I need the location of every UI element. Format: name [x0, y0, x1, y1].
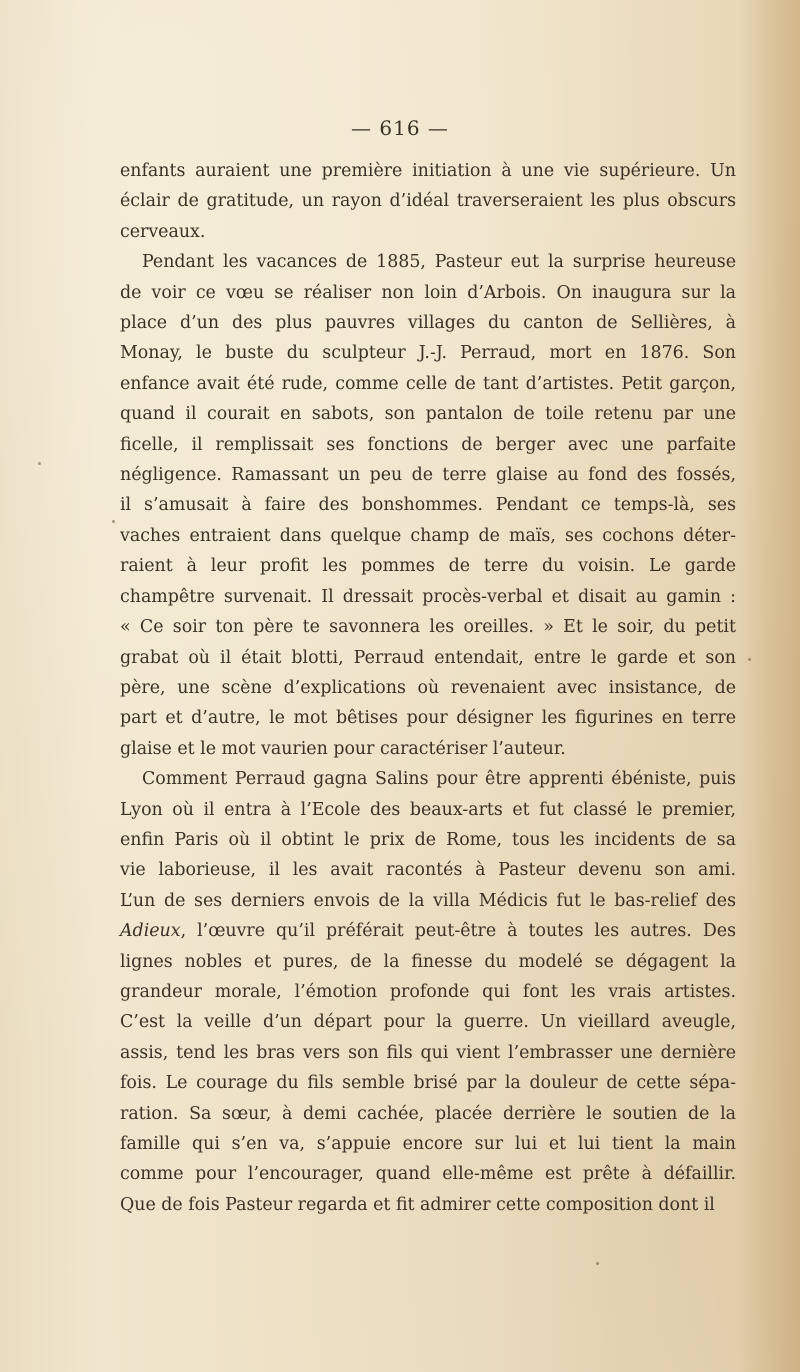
paragraph — [120, 247, 736, 764]
text-line: raient à leur profit les pommes de terre du voisin. Le garde — [120, 556, 736, 577]
text-line: Pendant les vacances de 1885, Pasteur eut la surprise heureuse — [142, 252, 736, 273]
text-line: assis, tend les bras vers son fils qui vient l’embrasser une dernière — [120, 1042, 736, 1063]
body-text — [120, 156, 736, 1220]
text-line: enfants auraient une première initiation à une vie supérieure. Un — [120, 161, 736, 181]
text-line: L’un de ses derniers envois de la villa Médicis fut le bas-relief des — [120, 890, 736, 911]
page-number: — 616 — — [351, 116, 449, 140]
text-line: ficelle, il remplissait ses fonctions de berger avec une parfaite — [120, 434, 736, 455]
paper-speck — [596, 1262, 599, 1265]
paragraph — [120, 156, 736, 247]
paper-speck — [38, 462, 41, 465]
paragraph — [120, 764, 736, 1220]
text-line: C’est la veille d’un départ pour la guerre. Un vieillard aveugle, — [120, 1012, 736, 1033]
text-line: Lyon où il entra à l’Ecole des beaux-arts et fut classé le premier, — [120, 799, 736, 820]
text-line: vaches entraient dans quelque champ de maïs, ses cochons déter- — [120, 525, 736, 546]
text-line: champêtre survenait. Il dressait procès-verbal et disait au gamin : — [120, 586, 736, 607]
text-line: fois. Le courage du fils semble brisé par la douleur de cette sépa- — [120, 1073, 736, 1094]
text-line: famille qui s’en va, s’appuie encore sur lui et lui tient la main — [120, 1134, 736, 1154]
text-line: comme pour l’encourager, quand elle-même est prête à défaillir. — [120, 1164, 736, 1185]
text-line: père, une scène d’explications où revenaient avec insistance, de — [120, 677, 736, 698]
text-line: glaise et le mot vaurien pour caractériser l’auteur. — [120, 738, 566, 759]
text-line: Que de fois Pasteur regarda et fit admirer cette composition dont il — [120, 1194, 715, 1215]
paper-speck — [112, 520, 115, 523]
text-line: éclair de gratitude, un rayon d’idéal traverseraient les plus obscurs — [120, 191, 736, 212]
text-line: grabat où il était blotti, Perraud entendait, entre le garde et son — [120, 647, 736, 668]
page-edge-shadow — [740, 0, 800, 1372]
text-line: enfance avait été rude, comme celle de tant d’artistes. Petit garçon, — [120, 373, 736, 394]
text-line: négligence. Ramassant un peu de terre glaise au fond des fossés, — [120, 465, 736, 486]
text-line: Adieux, l’œuvre qu’il préférait peut-être à toutes les autres. Des — [120, 921, 736, 942]
text-line: grandeur morale, l’émotion profonde qui font les vrais artistes. — [120, 981, 736, 1002]
text-line: ration. Sa sœur, à demi cachée, placée derrière le soutien de la — [120, 1103, 736, 1124]
text-line: place d’un des plus pauvres villages du canton de Sellières, à — [120, 313, 736, 334]
text-line: vie laborieuse, il les avait racontés à Pasteur devenu son ami. — [120, 860, 736, 881]
text-line: quand il courait en sabots, son pantalon de toile retenu par une — [120, 404, 736, 425]
paper-speck — [748, 658, 751, 661]
text-line: de voir ce vœu se réaliser non loin d’Arbois. On inaugura sur la — [120, 282, 736, 303]
text-line: part et d’autre, le mot bêtises pour désigner les figurines en terre — [120, 708, 736, 729]
text-line: cerveaux. — [120, 221, 206, 242]
text-line: lignes nobles et pures, de la finesse du modelé se dégagent la — [120, 951, 736, 972]
text-line: Comment Perraud gagna Salins pour être apprenti ébéniste, puis — [142, 769, 736, 790]
text-line: Monay, le buste du sculpteur J.-J. Perraud, mort en 1876. Son — [120, 343, 736, 364]
text-line: enfin Paris où il obtint le prix de Rome, tous les incidents de sa — [120, 829, 736, 850]
text-line: « Ce soir ton père te savonnera les oreilles. » Et le soir, du petit — [120, 617, 736, 638]
text-line: il s’amusait à faire des bonshommes. Pendant ce temps-là, ses — [120, 495, 736, 516]
